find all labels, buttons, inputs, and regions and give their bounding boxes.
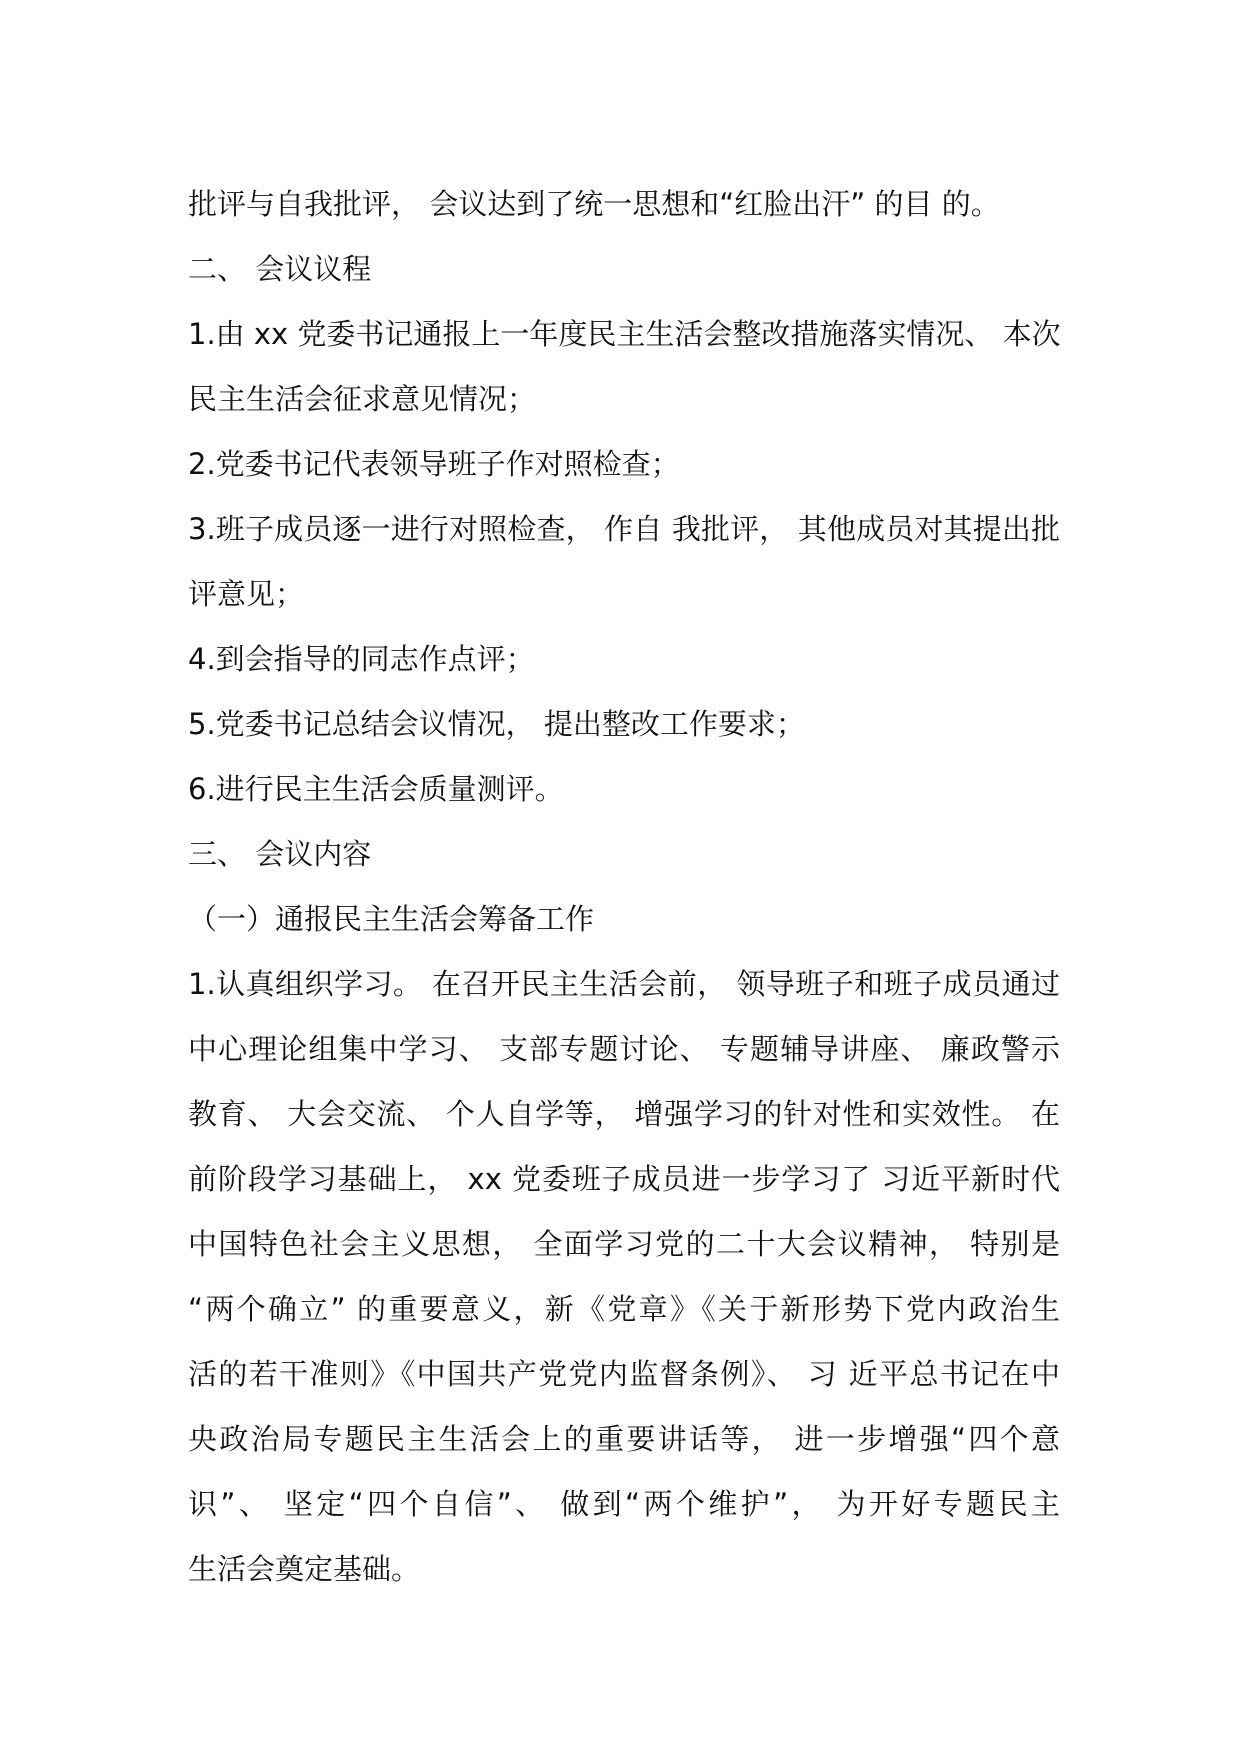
text-line: 中国特色社会主义思想， 全面学习党的二十大会议精神， 特别是 [188,1227,1060,1261]
text-line: 中心理论组集中学习、 支部专题讨论、 专题辅导讲座、 廉政警示 [188,1032,1060,1066]
text-line: 批评与自我批评， 会议达到了统一思想和“红脸出汗” 的目 的。 [188,187,1000,221]
text-line: 评意见； [188,577,305,611]
text-line: 1.由 xx 党委书记通报上一年度民主生活会整改措施落实情况、 本次 [188,317,1061,351]
text-line: 4.到会指导的同志作点评； [188,642,535,676]
text-line: （一）通报民主生活会筹备工作 [188,902,595,936]
text-line: 识”、 坚定“四个自信”、 做到“两个维护”， 为开好专题民主 [188,1487,1060,1521]
text-line: 前阶段学习基础上， xx 党委班子成员进一步学习了 习近平新时代 [188,1162,1060,1196]
text-line: 央政治局专题民主生活会上的重要讲话等， 进一步增强“四个意 [188,1422,1060,1456]
text-line: 教育、 大会交流、 个人自学等， 增强学习的针对性和实效性。 在 [188,1097,1060,1131]
text-line: 2.党委书记代表领导班子作对照检查； [188,447,680,481]
text-line: “两个确立” 的重要意义，新《党章》《关于新形势下党内政治生 [188,1292,1060,1326]
text-line: 5.党委书记总结会议情况， 提出整改工作要求； [188,707,805,741]
text-line: 生活会奠定基础。 [188,1552,421,1586]
text-line: 二、 会议议程 [188,252,372,286]
text-line: 三、 会议内容 [188,837,372,871]
text-line: 活的若干准则》《中国共产党党内监督条例》、 习 近平总书记在中 [188,1357,1060,1391]
text-line: 1.认真组织学习。 在召开民主生活会前， 领导班子和班子成员通过 [188,967,1060,1001]
text-line: 3.班子成员逐一进行对照检查， 作自 我批评， 其他成员对其提出批 [188,512,1060,546]
document-body [188,172,1060,1602]
text-line: 民主生活会征求意见情况； [188,382,537,416]
text-line: 6.进行民主生活会质量测评。 [188,772,564,806]
